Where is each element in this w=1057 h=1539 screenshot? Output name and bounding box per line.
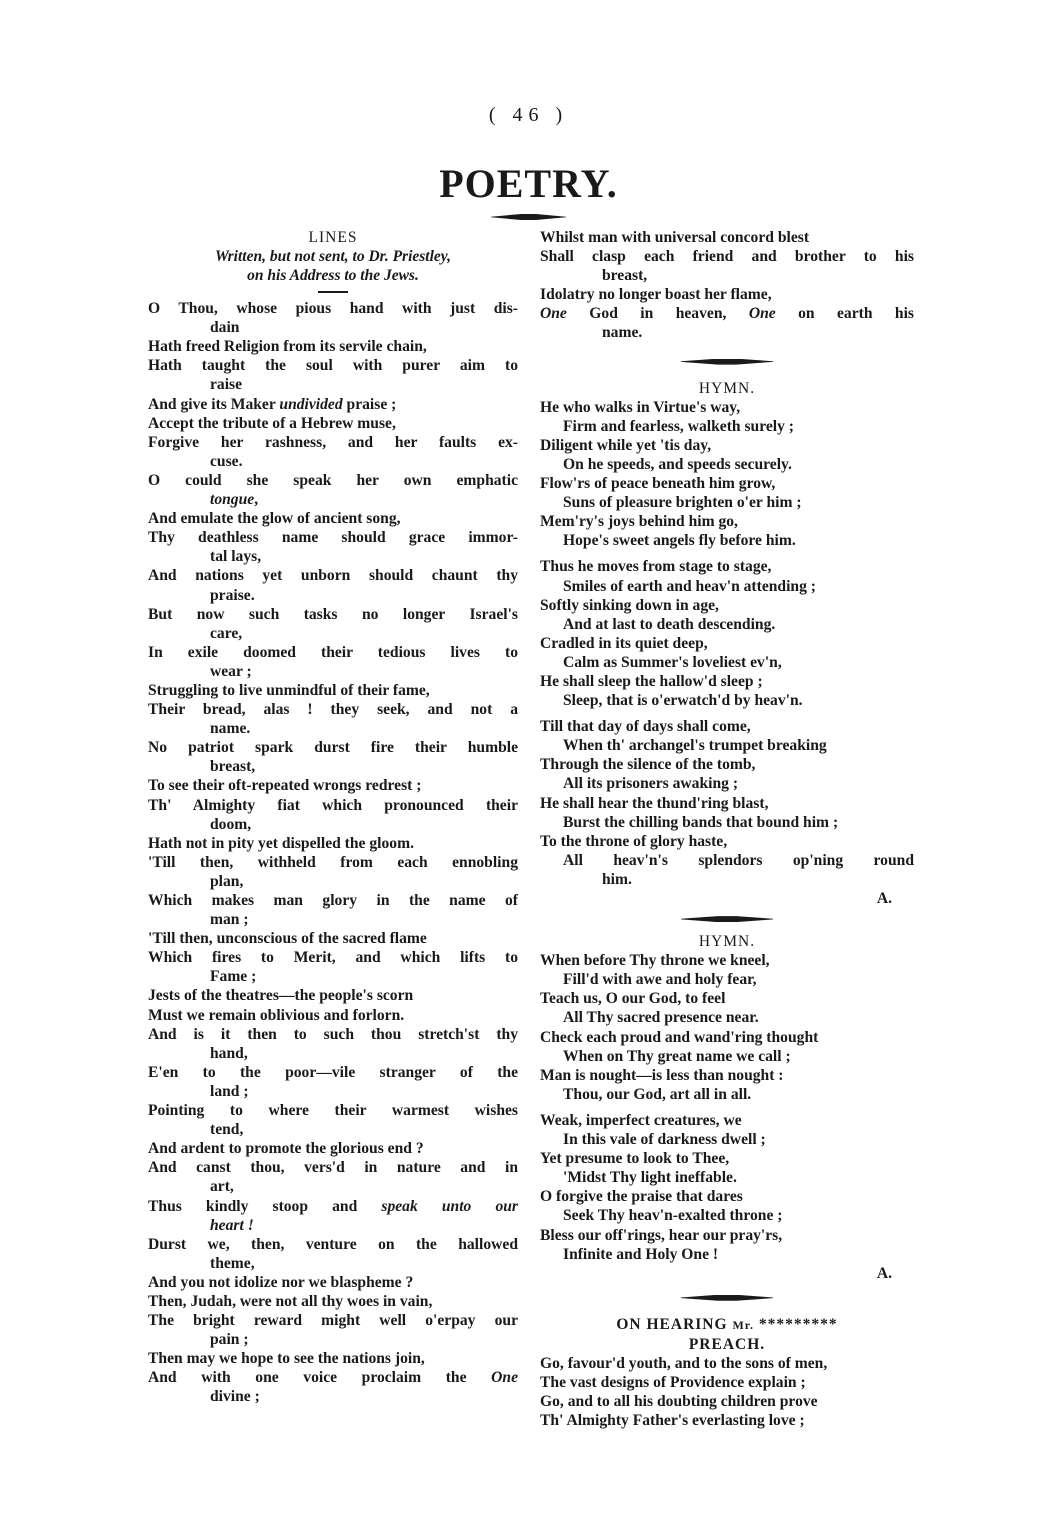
verse-line-continuation: name. [210, 720, 251, 738]
verse-line: Which fires to Merit, and which lifts to [148, 949, 518, 967]
page-number: ( 46 ) [488, 104, 569, 126]
verse-line: Go, favour'd youth, and to the sons of men, [540, 1354, 828, 1372]
verse-line: Struggling to live unmindful of their fame, [148, 681, 430, 699]
verse-line: Sleep, that is o'erwatch'd by heav'n. [563, 692, 803, 710]
verse-line-continuation: dain [210, 319, 240, 337]
verse-line: E'en to the poor—vile stranger of the [148, 1063, 518, 1081]
verse-line: 'Till then, unconscious of the sacred flame [148, 930, 427, 948]
title-asterisks: ********* [754, 1315, 838, 1333]
verse-line: All its prisoners awaking ; [563, 775, 739, 793]
verse-line: Suns of pleasure brighten o'er him ; [563, 494, 802, 512]
poem-subtitle-line-1: Written, but not sent, to Dr. Priestley, [215, 248, 451, 266]
verse-line-continuation: hand, [210, 1044, 248, 1062]
verse-line: O could she speak her own emphatic [148, 471, 518, 489]
ornamental-divider [681, 1295, 773, 1301]
verse-line: Th' Almighty fiat which pronounced their [148, 796, 518, 814]
section-title: POETRY. [439, 161, 618, 206]
verse-line: He who walks in Virtue's way, [540, 398, 741, 416]
title-text: ON HEARING [616, 1315, 733, 1333]
verse-line: And canst thou, vers'd in nature and in [148, 1159, 518, 1177]
poem-verse-hymn-1 [540, 398, 914, 889]
verse-line-continuation: raise [210, 376, 243, 394]
title-abbrev: Mr. [732, 1317, 754, 1332]
poem-verse-lines-continued [540, 228, 914, 343]
verse-line-continuation: tongue, [210, 491, 259, 509]
poem-title-preach [540, 1315, 914, 1335]
verse-line: Weak, imperfect creatures, we [540, 1111, 742, 1129]
verse-line: But now such tasks no longer Israel's [148, 605, 518, 623]
verse-line: All Thy sacred presence near. [563, 1009, 759, 1027]
verse-line-continuation: divine ; [210, 1388, 260, 1406]
verse-line: Hope's sweet angels fly before him. [563, 532, 796, 550]
italic-text: tongue [210, 491, 255, 509]
verse-line-continuation: praise. [210, 586, 255, 604]
verse-line-continuation: breast, [602, 267, 648, 285]
poem-title-preach-2: PREACH. [688, 1335, 766, 1353]
verse-line: The vast designs of Providence explain ; [540, 1373, 806, 1391]
stanza-gap [540, 550, 914, 557]
verse-line: Hath freed Religion from its servile chain, [148, 338, 427, 356]
left-column [148, 228, 518, 1407]
verse-line: Diligent while yet 'tis day, [540, 436, 712, 454]
verse-line: And you not idolize nor we blaspheme ? [148, 1273, 414, 1291]
verse-line: Jests of the theatres—the people's scorn [148, 987, 414, 1005]
verse-line: Thy deathless name should grace immor- [148, 529, 518, 547]
verse-line: He shall sleep the hallow'd sleep ; [540, 672, 763, 690]
verse-line: Hath taught the soul with purer aim to [148, 357, 518, 375]
verse-line: Fill'd with awe and holy fear, [563, 971, 757, 989]
verse-line: And nations yet unborn should chaunt thy [148, 567, 518, 585]
verse-line: O Thou, whose pious hand with just dis- [148, 300, 518, 318]
stanza-gap [540, 710, 914, 717]
ornamental-divider [491, 214, 566, 220]
verse-line: Mem'ry's joys behind him go, [540, 513, 738, 531]
verse-line-continuation: plan, [210, 872, 244, 890]
verse-line: Accept the tribute of a Hebrew muse, [148, 414, 396, 432]
verse-line: In exile doomed their tedious lives to [148, 643, 518, 661]
verse-line: Thus kindly stoop and speak unto our [148, 1197, 518, 1215]
verse-line-continuation: tend, [210, 1121, 244, 1139]
verse-line-continuation [148, 1216, 518, 1235]
italic-text: One [491, 1369, 518, 1387]
verse-line: Idolatry no longer boast her flame, [540, 286, 772, 304]
verse-line: Smiles of earth and heav'n attending ; [563, 577, 816, 595]
verse-line: And is it then to such thou stretch'st thy [148, 1025, 518, 1043]
verse-line: And at last to death descending. [563, 615, 776, 633]
poem-verse-preach [540, 1354, 914, 1430]
poem-title-lines: LINES [308, 229, 358, 246]
verse-line-continuation: him. [602, 870, 632, 888]
verse-line: Teach us, O our God, to feel [540, 990, 726, 1008]
italic-text: speak unto our [381, 1197, 518, 1215]
verse-line-continuation: Fame ; [210, 968, 257, 986]
verse-line: Infinite and Holy One ! [563, 1245, 719, 1263]
verse-line: Then may we hope to see the nations join, [148, 1350, 425, 1368]
stanza-gap [540, 1104, 914, 1111]
verse-line: Th' Almighty Father's everlasting love ; [540, 1412, 805, 1430]
verse-line: And emulate the glow of ancient song, [148, 510, 401, 528]
verse-line: To see their oft-repeated wrongs redrest ; [148, 777, 422, 795]
verse-line: Thus he moves from stage to stage, [540, 558, 772, 576]
verse-line: 'Till then, withheld from each ennobling [148, 853, 518, 871]
poem-title-hymn-1: HYMN. [698, 379, 756, 397]
verse-line: Check each proud and wand'ring thought [540, 1028, 819, 1046]
verse-line-continuation: tal lays, [210, 548, 262, 566]
verse-line: When th' archangel's trumpet breaking [563, 737, 827, 755]
verse-line: Man is nought—is less than nought : [540, 1066, 784, 1084]
verse-line: Durst we, then, venture on the hallowed [148, 1235, 518, 1253]
verse-line-continuation: name. [602, 324, 643, 342]
verse-line: Must we remain oblivious and forlorn. [148, 1006, 405, 1024]
right-column [540, 228, 914, 1430]
verse-line: Go, and to all his doubting children prove [540, 1392, 818, 1410]
verse-line: In this vale of darkness dwell ; [563, 1131, 766, 1149]
ornamental-divider [681, 359, 773, 365]
poem-verse-lines [148, 299, 518, 1406]
verse-line: Yet presume to look to Thee, [540, 1150, 730, 1168]
verse-line: 'Midst Thy light ineffable. [563, 1169, 737, 1187]
verse-line: When before Thy throne we kneel, [540, 952, 770, 970]
verse-line: Softly sinking down in age, [540, 596, 719, 614]
verse-line: The bright reward might well o'erpay our [148, 1312, 518, 1330]
poem-title-hymn-2: HYMN. [698, 933, 756, 951]
verse-line: Then, Judah, were not all thy woes in vain, [148, 1292, 433, 1310]
verse-line: Their bread, alas ! they seek, and not a [148, 701, 518, 719]
verse-line: Firm and fearless, walketh surely ; [563, 417, 794, 435]
verse-line-continuation: pain ; [210, 1331, 249, 1349]
verse-line: Seek Thy heav'n-exalted throne ; [563, 1207, 783, 1225]
verse-line: One God in heaven, One on earth his [540, 305, 914, 323]
italic-text: One [748, 305, 776, 323]
verse-line: Forgive her rashness, and her faults ex- [148, 433, 518, 451]
verse-line: O forgive the praise that dares [540, 1188, 743, 1206]
small-divider [318, 291, 348, 293]
verse-line: Shall clasp each friend and brother to his [540, 248, 914, 266]
verse-line: To the throne of glory haste, [540, 832, 728, 850]
verse-line: No patriot spark durst fire their humble [148, 739, 518, 757]
verse-line: All heav'n's splendors op'ning round [563, 851, 914, 869]
verse-line-continuation: cuse. [210, 452, 243, 470]
verse-line: Flow'rs of peace beneath him grow, [540, 475, 776, 493]
verse-line: Pointing to where their warmest wishes [148, 1102, 518, 1120]
verse-line: And with one voice proclaim the One [148, 1369, 518, 1387]
verse-line-continuation: theme, [210, 1254, 255, 1272]
verse-line: Calm as Summer's loveliest ev'n, [563, 653, 782, 671]
verse-line: And ardent to promote the glorious end ? [148, 1140, 424, 1158]
verse-line-continuation: breast, [210, 758, 256, 776]
verse-line: When on Thy great name we call ; [563, 1047, 791, 1065]
poem-verse-hymn-2 [540, 951, 914, 1264]
verse-line-continuation: art, [210, 1178, 234, 1196]
verse-line: Whilst man with universal concord blest [540, 229, 810, 246]
signature: A. [876, 1264, 892, 1282]
verse-line: He shall hear the thund'ring blast, [540, 794, 769, 812]
poem-subtitle-line-2: on his Address to the Jews. [247, 267, 419, 285]
verse-line-continuation: care, [210, 624, 243, 642]
verse-line: Thou, our God, art all in all. [563, 1085, 752, 1103]
verse-line: Hath not in pity yet dispelled the gloom. [148, 834, 414, 852]
italic-text: undivided [279, 395, 343, 413]
verse-line-continuation: doom, [210, 815, 252, 833]
verse-line: On he speeds, and speeds securely. [563, 455, 792, 473]
italic-text: One [540, 305, 567, 323]
signature: A. [876, 890, 892, 907]
verse-line-continuation: land ; [210, 1082, 249, 1100]
verse-line: Burst the chilling bands that bound him ; [563, 813, 839, 831]
verse-line: Through the silence of the tomb, [540, 756, 756, 774]
italic-text: heart ! [210, 1216, 254, 1234]
verse-line: Bless our off'rings, hear our pray'rs, [540, 1226, 783, 1244]
verse-line-continuation: man ; [210, 911, 249, 929]
verse-line: Till that day of days shall come, [540, 718, 751, 736]
verse-line: Cradled in its quiet deep, [540, 634, 708, 652]
verse-line-continuation: wear ; [210, 662, 252, 680]
verse-line: Which makes man glory in the name of [148, 892, 518, 909]
verse-line: And give its Maker undivided praise ; [148, 395, 397, 413]
ornamental-divider [681, 916, 773, 922]
